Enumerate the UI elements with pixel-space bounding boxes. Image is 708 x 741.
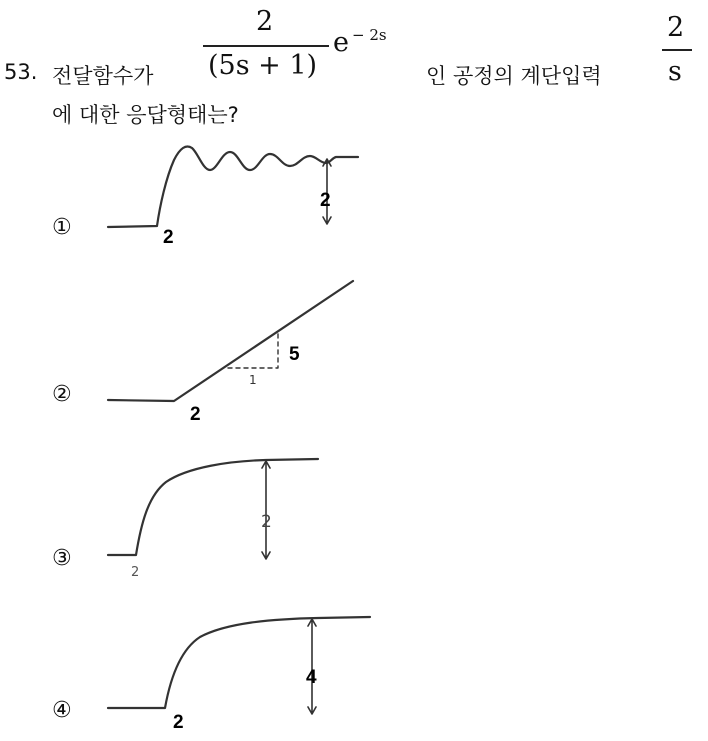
option-marker-2[interactable]: ② bbox=[52, 382, 72, 407]
tf-denominator: (5s + 1) bbox=[208, 50, 318, 81]
tf-numerator: 2 bbox=[256, 6, 274, 37]
question-text-after: 인 공정의 계단입력 bbox=[426, 64, 602, 88]
graph-3-curve bbox=[108, 459, 318, 555]
graph-2-delay-label: 2 bbox=[190, 404, 201, 425]
graph-4-amplitude-label: 4 bbox=[306, 667, 317, 688]
question-text-before: 전달함수가 bbox=[52, 64, 154, 88]
graph-1-delay-label: 2 bbox=[163, 227, 174, 248]
graph-option-4 bbox=[108, 617, 370, 714]
graph-1-amplitude-label: 2 bbox=[320, 190, 331, 211]
graph-3-arrow bbox=[262, 461, 270, 559]
question-number: 53. bbox=[4, 60, 38, 84]
graph-option-2 bbox=[108, 281, 353, 401]
graph-option-3 bbox=[108, 459, 318, 559]
graph-4-curve bbox=[108, 617, 370, 708]
graph-2-rise-label: 5 bbox=[289, 344, 300, 365]
graph-3-amplitude-label: 2 bbox=[261, 512, 272, 532]
question-text-line2: 에 대한 응답형태는? bbox=[52, 103, 239, 127]
graph-2-curve bbox=[108, 281, 353, 401]
input-denominator: s bbox=[668, 56, 682, 87]
option-marker-4[interactable]: ④ bbox=[52, 698, 72, 723]
graph-3-delay-label: 2 bbox=[131, 565, 140, 580]
graph-option-1 bbox=[108, 147, 358, 228]
tf-exp-base: e bbox=[333, 27, 349, 58]
tf-exp-power: − 2s bbox=[352, 26, 387, 44]
option-marker-3[interactable]: ③ bbox=[52, 546, 72, 571]
graph-1-curve bbox=[108, 147, 358, 228]
option-marker-1[interactable]: ① bbox=[52, 215, 72, 240]
graph-2-run-label: 1 bbox=[249, 373, 257, 387]
input-numerator: 2 bbox=[667, 12, 685, 43]
graph-4-delay-label: 2 bbox=[173, 712, 184, 733]
